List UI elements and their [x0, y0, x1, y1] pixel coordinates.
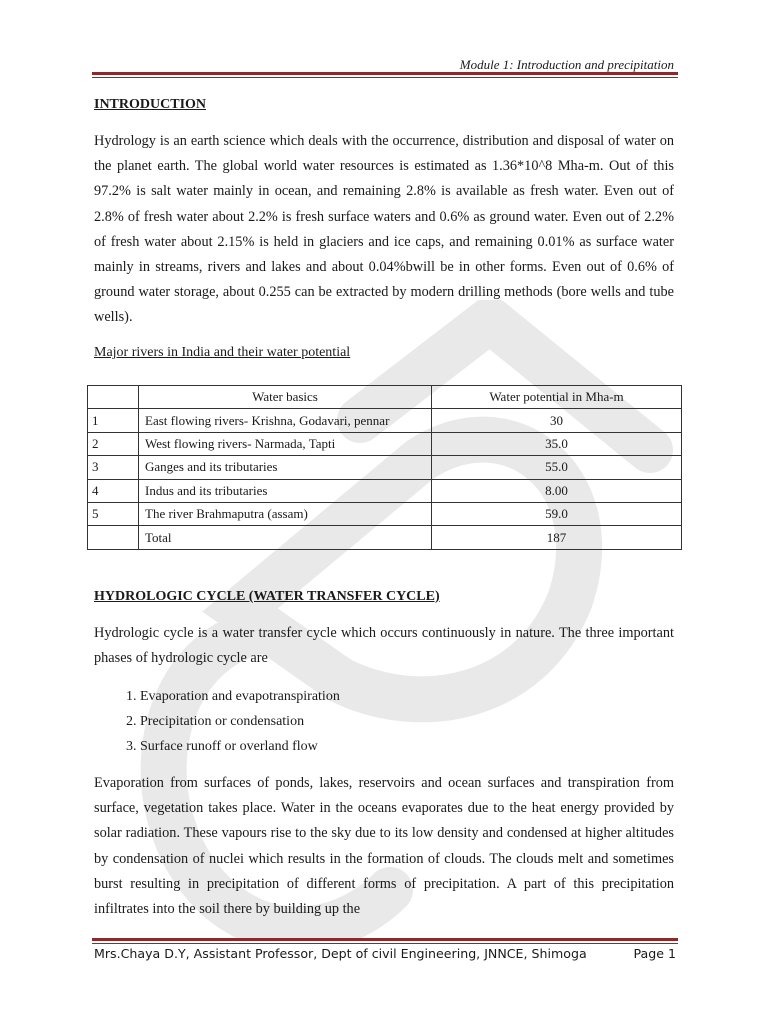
footer-author: Mrs.Chaya D.Y, Assistant Professor, Dept of civil Engineering, JNNCE, Shimoga: [94, 946, 587, 961]
table-header-cell: Water basics: [139, 386, 432, 409]
table-cell: 35.0: [432, 432, 682, 455]
phases-list: [94, 684, 340, 759]
table-cell: 2: [88, 432, 139, 455]
table-cell: [88, 526, 139, 549]
table-total-row: [88, 526, 682, 549]
table-cell: 187: [432, 526, 682, 549]
table-cell: Indus and its tributaries: [139, 479, 432, 502]
table-header-row: [88, 386, 682, 409]
table-cell: Total: [139, 526, 432, 549]
page-number: Page 1: [633, 946, 676, 961]
table-header-cell: Water potential in Mha-m: [432, 386, 682, 409]
hydrologic-cycle-paragraph: Evaporation from surfaces of ponds, lakes, reservoirs and ocean surfaces and transpiration from surface, vegetation takes place. Water in the oceans evaporates due to the heat energy provided by solar radiation. These vapours rise to the sky due to its low density and condensed at higher altitudes by condensation of nuclei which results in the formation of clouds. The clouds melt and sometimes burst resulting in precipitation of different forms of precipitation. A part of this precipitation infiltrates into the soil there by building up the: [94, 775, 674, 918]
rivers-table: [87, 385, 682, 550]
list-item: 3. Surface runoff or overland flow: [140, 734, 340, 759]
header-rule: [92, 72, 678, 78]
table-cell: 3: [88, 456, 139, 479]
table-cell: 55.0: [432, 456, 682, 479]
table-cell: The river Brahmaputra (assam): [139, 502, 432, 525]
table-cell: Ganges and its tributaries: [139, 456, 432, 479]
introduction-paragraph: Hydrology is an earth science which deals with the occurrence, distribution and disposal of water on the planet earth. The global world water resources is estimated as 1.36*10^8 Mha-m. Out of this 97.2% is salt water mainly in ocean, and remaining 2.8% is available as fresh water. Even out of 2.8% of fresh water about 2.2% is fresh surface waters and 0.6% as ground water. Even out of 2.2% of fresh water about 2.15% is held in glaciers and ice caps, and remaining 0.01% as surface water mainly in streams, rivers and lakes and about 0.04%bwill be in other forms. Even out of 0.6% of ground water storage, about 0.255 can be extracted by modern drilling methods (bore wells and tube wells).: [94, 133, 674, 326]
page-footer: [94, 946, 676, 961]
introduction-heading: INTRODUCTION: [94, 97, 207, 112]
table-cell: West flowing rivers- Narmada, Tapti: [139, 432, 432, 455]
footer-rule: [92, 938, 678, 944]
hydrologic-cycle-heading: HYDROLOGIC CYCLE (WATER TRANSFER CYCLE): [94, 589, 440, 604]
table-cell: 5: [88, 502, 139, 525]
table-row: [88, 479, 682, 502]
table-row: [88, 432, 682, 455]
module-header: Module 1: Introduction and precipitation: [459, 57, 674, 72]
table-row: [88, 502, 682, 525]
list-item: 2. Precipitation or condensation: [140, 709, 340, 734]
list-item: 1. Evaporation and evapotranspiration: [140, 684, 340, 709]
table-caption: Major rivers in India and their water potential: [94, 345, 351, 360]
table-cell: 30: [432, 409, 682, 432]
hydrologic-cycle-intro: Hydrologic cycle is a water transfer cycle which occurs continuously in nature. The three important phases of hydrologic cycle are: [94, 625, 674, 667]
table-cell: 1: [88, 409, 139, 432]
table-cell: 59.0: [432, 502, 682, 525]
table-cell: 8.00: [432, 479, 682, 502]
table-row: [88, 456, 682, 479]
table-cell: East flowing rivers- Krishna, Godavari, pennar: [139, 409, 432, 432]
table-header-cell: [88, 386, 139, 409]
table-cell: 4: [88, 479, 139, 502]
table-row: [88, 409, 682, 432]
